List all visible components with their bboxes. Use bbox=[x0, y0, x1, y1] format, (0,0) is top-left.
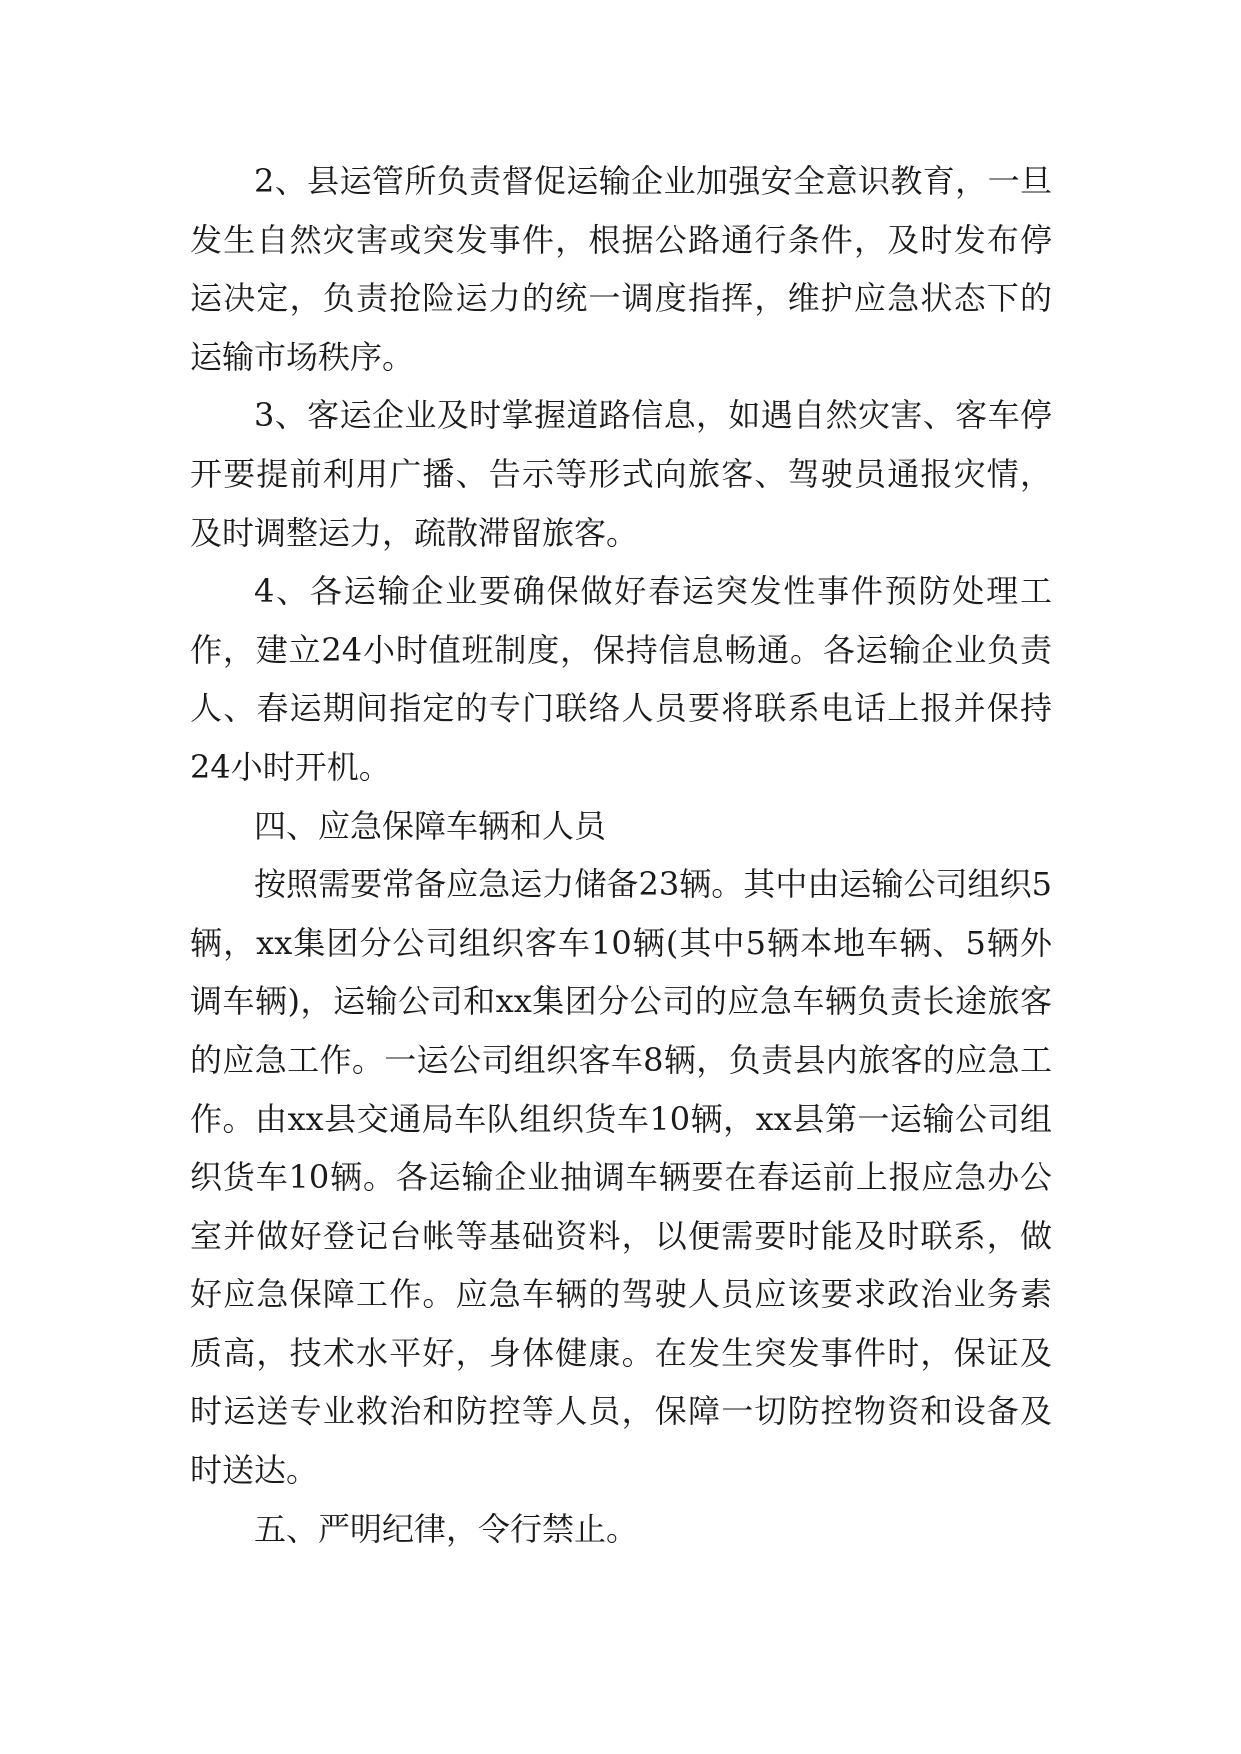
paragraph-emergency-vehicles: 按照需要常备应急运力储备23辆。其中由运输公司组织5辆，xx集团分公司组织客车10辆(其中5辆本地车辆、5辆外调车辆)，运输公司和xx集团分公司的应急车辆负责长途旅客的应急工作。一运公司组织客车8辆，负责县内旅客的应急工作。由xx县交通局车队组织货车10辆，xx县第一运输公司组织货车10辆。各运输企业抽调车辆要在春运前上报应急办公室并做好登记台帐等基础资料，以便需要时能及时联系，做好应急保障工作。应急车辆的驾驶人员应该要求政治业务素质高，技术水平好，身体健康。在发生突发事件时，保证及时运送专业救治和防控等人员，保障一切防控物资和设备及时送达。 bbox=[190, 865, 1052, 1490]
section-heading-5: 五、严明纪律，令行禁止。 bbox=[254, 1509, 639, 1548]
paragraph-item-4: 4、各运输企业要确保做好春运突发性事件预防处理工作，建立24小时值班制度，保持信息畅通。各运输企业负责人、春运期间指定的专门联络人员要将联系电话上报并保持24小时开机。 bbox=[190, 572, 1052, 786]
paragraph-item-3: 3、客运企业及时掌握道路信息，如遇自然灾害、客车停开要提前利用广播、告示等形式向旅客、驾驶员通报灾情，及时调整运力，疏散滞留旅客。 bbox=[190, 396, 1052, 552]
document-page bbox=[190, 152, 1052, 1558]
section-heading-4: 四、应急保障车辆和人员 bbox=[254, 806, 607, 845]
paragraph-item-2: 2、县运管所负责督促运输企业加强安全意识教育，一旦发生自然灾害或突发事件，根据公路通行条件，及时发布停运决定，负责抢险运力的统一调度指挥，维护应急状态下的运输市场秩序。 bbox=[190, 162, 1052, 376]
